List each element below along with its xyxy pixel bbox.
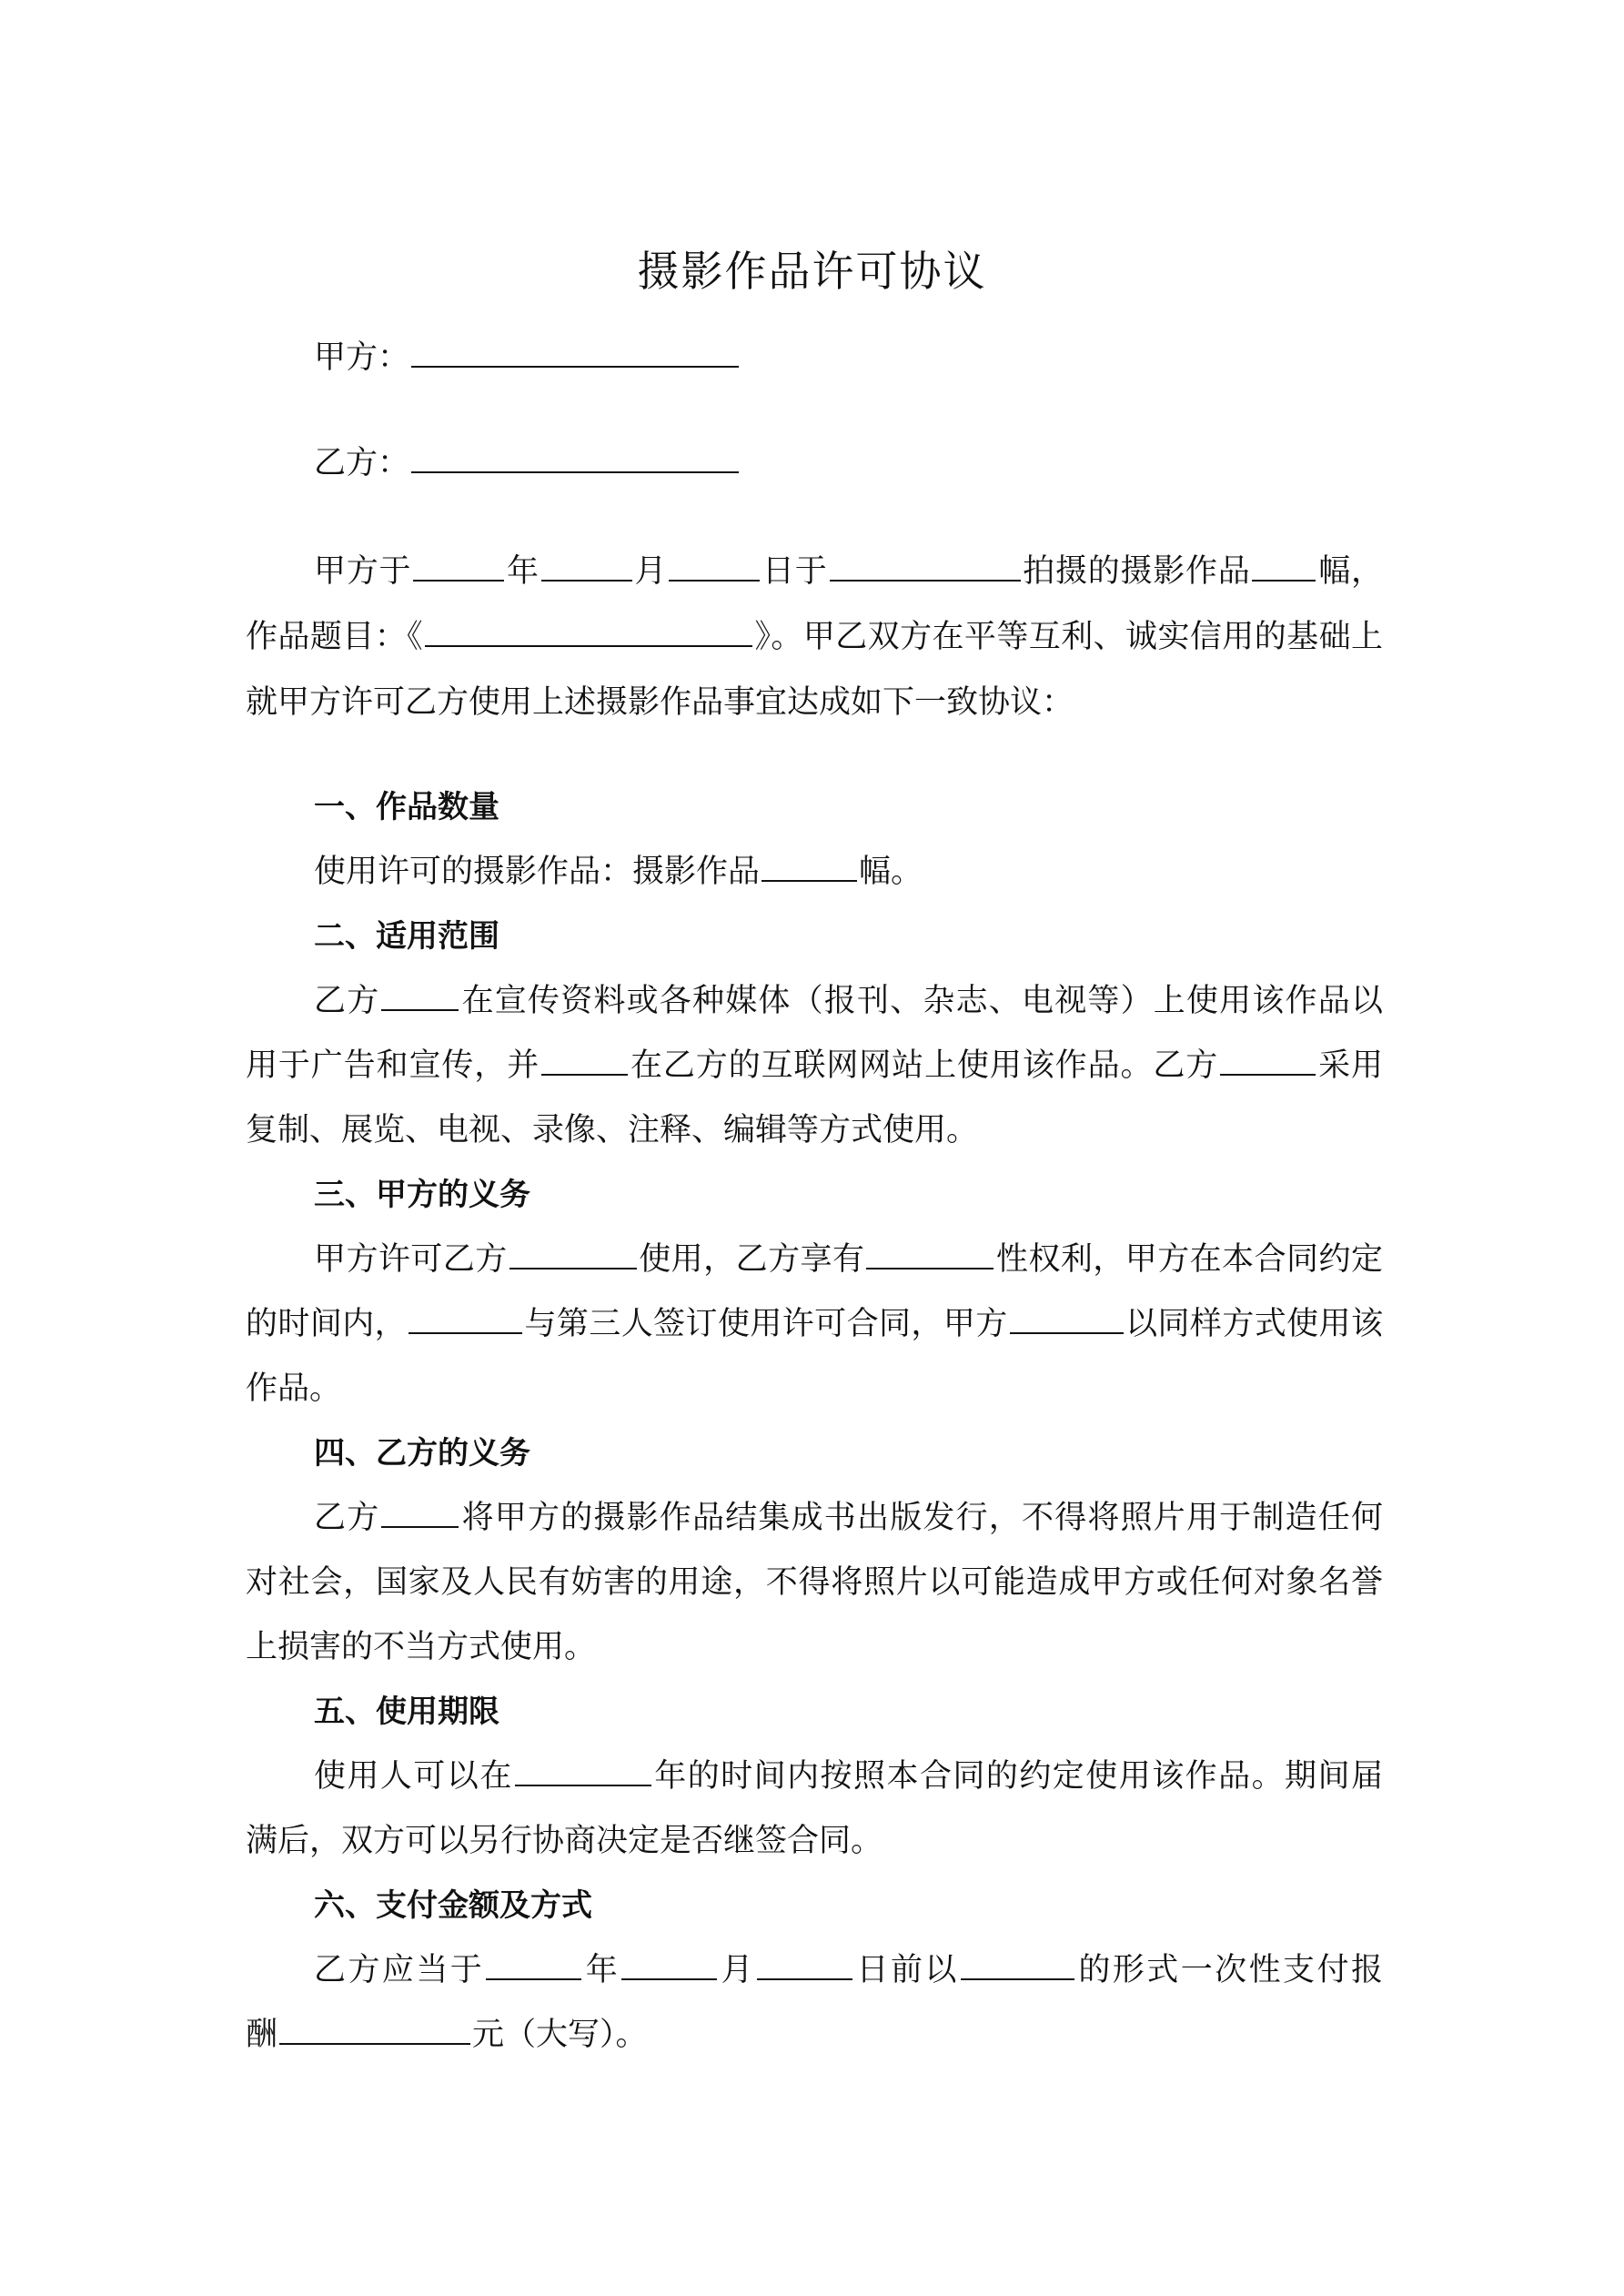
- section-2-line-1: 乙方 在宣传资料或各种媒体（报刊、杂志、电视等）上使用该作品以: [314, 978, 1383, 1024]
- section-4-line-3: 上损害的不当方式使用。: [246, 1629, 597, 1665]
- party-a-line: [314, 335, 1383, 380]
- section-3-line-3: 作品。: [246, 1371, 342, 1407]
- s6-method-blank[interactable]: [961, 1947, 1074, 1980]
- section-4-line-1: 乙方 将甲方的摄影作品结集成书出版发行，不得将照片用于制造任何: [314, 1495, 1383, 1541]
- section-5-line-2: 满后，双方可以另行协商决定是否继签合同。: [246, 1823, 883, 1859]
- section-5-line-1: 使用人可以在 年的时间内按照本合同的约定使用该作品。期间届: [314, 1754, 1383, 1799]
- section-2-line-2: 用于广告和宣传，并 在乙方的互联网网站上使用该作品。乙方 采用: [246, 1043, 1383, 1088]
- section-3-heading: 三、甲方的义务: [314, 1177, 530, 1213]
- s2-blank-1[interactable]: [381, 978, 459, 1011]
- section-3-line-2: 的时间内， 与第三人签订使用许可合同，甲方 以同样方式使用该: [246, 1301, 1383, 1347]
- s4-blank-1[interactable]: [381, 1495, 459, 1528]
- s5-years-blank[interactable]: [515, 1754, 651, 1786]
- s6-year-blank[interactable]: [486, 1947, 581, 1980]
- section-6-heading: 六、支付金额及方式: [314, 1887, 592, 1924]
- section-1-line-1: 使用许可的摄影作品：摄影作品 幅。: [314, 849, 1383, 895]
- party-b-blank[interactable]: [411, 440, 739, 473]
- s2-blank-3[interactable]: [1220, 1043, 1316, 1076]
- section-6-line-1: 乙方应当于 年 月 日前以 的形式一次性支付报: [314, 1947, 1383, 1993]
- s2-blank-2[interactable]: [541, 1043, 628, 1076]
- s1-count-blank[interactable]: [762, 849, 857, 882]
- document-title: 摄影作品许可协议: [637, 247, 987, 296]
- section-2-heading: 二、适用范围: [314, 918, 499, 955]
- work-title-blank[interactable]: [425, 614, 752, 647]
- party-b-line: [314, 440, 1383, 486]
- intro-line-1: 甲方于 年 月 日于 拍摄的摄影作品 幅，: [314, 549, 1383, 594]
- s3-blank-2[interactable]: [866, 1237, 994, 1269]
- section-4-heading: 四、乙方的义务: [314, 1435, 530, 1472]
- section-1-heading: 一、作品数量: [314, 789, 499, 825]
- intro-line-2: 作品题目：《 》。甲乙双方在平等互利、诚实信用的基础上: [246, 614, 1383, 660]
- s6-month-blank[interactable]: [621, 1947, 717, 1980]
- section-6-line-2: 酬 元（大写）。: [246, 2012, 1383, 2058]
- s3-blank-4[interactable]: [1010, 1301, 1124, 1334]
- intro-count-blank[interactable]: [1252, 549, 1316, 582]
- section-2-line-3: 复制、展览、电视、录像、注释、编辑等方式使用。: [246, 1112, 979, 1148]
- s3-blank-1[interactable]: [509, 1237, 637, 1269]
- s3-blank-3[interactable]: [409, 1301, 522, 1334]
- s6-day-blank[interactable]: [757, 1947, 852, 1980]
- intro-month-blank[interactable]: [541, 549, 632, 582]
- section-3-line-1: 甲方许可乙方 使用，乙方享有 性权利，甲方在本合同约定: [314, 1237, 1383, 1282]
- intro-line-3: 就甲方许可乙方使用上述摄影作品事宜达成如下一致协议：: [246, 684, 1074, 721]
- intro-location-blank[interactable]: [830, 549, 1021, 582]
- party-a-blank[interactable]: [411, 335, 739, 368]
- section-5-heading: 五、使用期限: [314, 1694, 499, 1730]
- intro-day-blank[interactable]: [669, 549, 760, 582]
- intro-year-blank[interactable]: [413, 549, 504, 582]
- party-a-label: 甲方：: [314, 339, 410, 376]
- s6-amount-blank[interactable]: [279, 2012, 470, 2045]
- section-4-line-2: 对社会，国家及人民有妨害的用途，不得将照片以可能造成甲方或任何对象名誉: [246, 1564, 1383, 1601]
- party-b-label: 乙方：: [314, 445, 410, 481]
